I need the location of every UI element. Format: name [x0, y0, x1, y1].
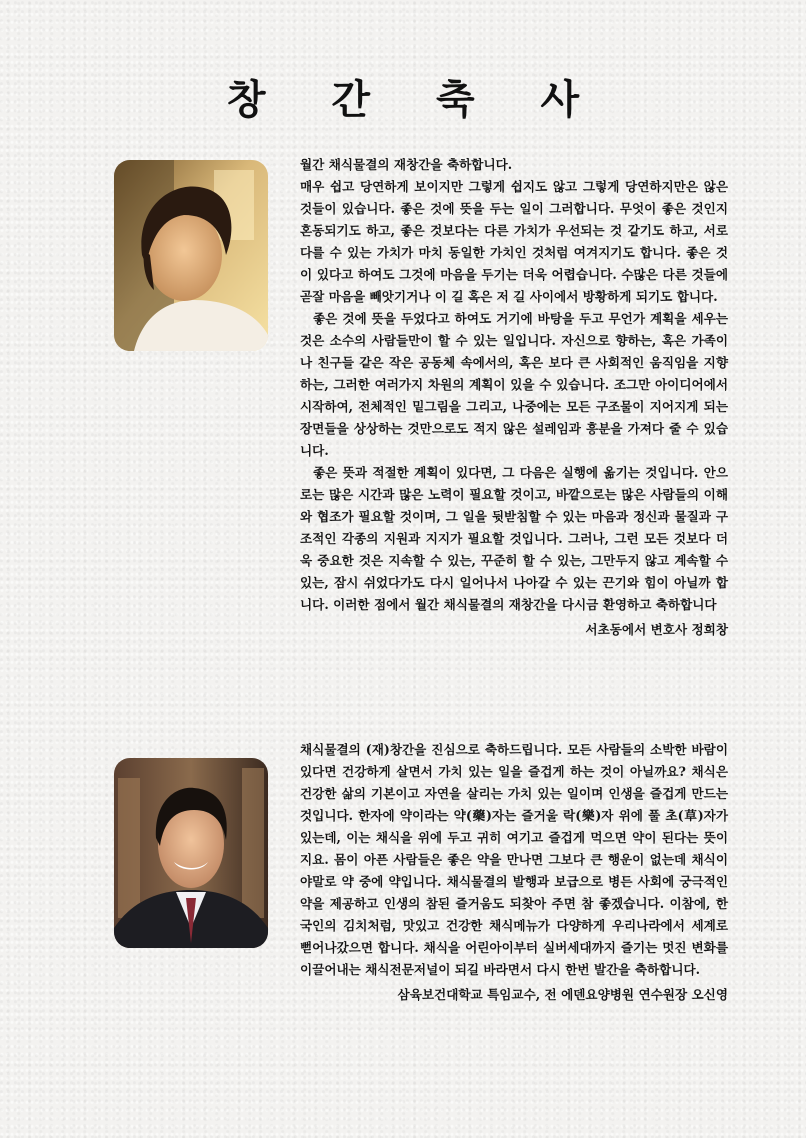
message1-paragraph: 월간 채식물결의 재창간을 축하합니다. [300, 157, 513, 172]
message2-paragraph: 채식물결의 (재)창간을 진심으로 축하드립니다. 모든 사람들의 소박한 바람이 있다면 건강하게 살면서 가치 있는 일을 즐겁게 하는 것이 아닐까요? 채식은 건강한 삶의 기본이고 자연을 살리는 가치 있는 일이며 인생을 즐겁게 만드는 것입니다. 한자에 약이라는 약(藥)자는 즐거울 락(樂)자 위에 풀 초(草)자가 있는데, 이는 채식을 위에 두고 귀히 여기고 즐겁게 먹으면 약이 된다는 뜻이지요. 몸이 아픈 사람들은 좋은 약을 만나면 그보다 큰 행운이 없는데 채식이야말로 약 중에 약입니다. 채식물결의 발행과 보급으로 병든 사회에 궁극적인 약을 제공하고 인생의 참된 즐거움도 되찾아 주면 참 좋겠습니다. 이참에, 한국인의 김치처럼, 맛있고 건강한 채식메뉴가 다양하게 우리나라에서 세계로 뻗어나갔으면 합니다. 채식을 어린아이부터 실버세대까지 즐기는 멋진 변화를 이끌어내는 채식전문저널이 되길 바라면서 다시 한번 발간을 축하합니다. [300, 742, 728, 977]
author-photo-oh [114, 758, 268, 948]
message1-paragraph: 매우 쉽고 당연하게 보이지만 그렇게 쉽지도 않고 그렇게 당연하지만은 않은 것들이 있습니다. 좋은 것에 뜻을 두는 일이 그러합니다. 무엇이 좋은 것인지 혼동되기도 하고, 좋은 것보다는 다른 가치가 우선되는 것 같기도 하고, 서로 다를 수 있는 가치가 마치 동일한 가치인 것처럼 여겨지기도 합니다. 좋은 것이 있다고 하여도 그것에 마음을 두기는 더욱 어렵습니다. 수많은 다른 것들에 곧잘 마음을 빼앗기거나 이 길 혹은 저 길 사이에서 방황하게 되기도 합니다. [300, 179, 728, 304]
page-title: 창 간 축 사 [226, 76, 606, 123]
congratulatory-message-2 [300, 739, 728, 1006]
message1-paragraph: 좋은 것에 뜻을 두었다고 하여도 거기에 바탕을 두고 무언가 계획을 세우는 것은 소수의 사람들만이 할 수 있는 일입니다. 자신으로 향하는, 혹은 가족이나 친구들 같은 작은 공동체 속에서의, 혹은 보다 큰 사회적인 움직임을 지향하는, 그러한 여러가지 차원의 계획이 있을 수 있습니다. 조그만 아이디어에서 시작하여, 전체적인 밑그림을 그리고, 나중에는 모든 구조물이 지어지게 되는 장면들을 상상하는 것만으로도 적지 않은 설레임과 흥분을 가져다 줄 수 있습니다. [300, 311, 728, 458]
congratulatory-message-1 [300, 154, 728, 641]
portrait-image [114, 758, 268, 948]
message1-signature: 서초동에서 변호사 정희창 [585, 622, 728, 637]
message1-paragraph: 좋은 뜻과 적절한 계획이 있다면, 그 다음은 실행에 옮기는 것입니다. 안으로는 많은 시간과 많은 노력이 필요할 것이고, 바깥으로는 많은 사람들의 이해와 협조가 필요할 것이며, 그 일을 뒷받침할 수 있는 마음과 정신과 물질과 구조적인 각종의 지원과 지지가 필요할 것입니다. 그러나, 그런 모든 것보다 더욱 중요한 것은 지속할 수 있는, 꾸준히 할 수 있는, 그만두지 않고 계속할 수 있는, 잠시 쉬었다가도 다시 일어나서 나아갈 수 있는 끈기와 힘이 아닐까 합니다. 이러한 점에서 월간 채식물결의 재창간을 다시금 환영하고 축하합니다 [300, 465, 728, 612]
author-photo-jung [114, 160, 268, 351]
message2-signature: 삼육보건대학교 특임교수, 전 에덴요양병원 연수원장 오신영 [397, 987, 728, 1002]
portrait-image [114, 160, 268, 351]
